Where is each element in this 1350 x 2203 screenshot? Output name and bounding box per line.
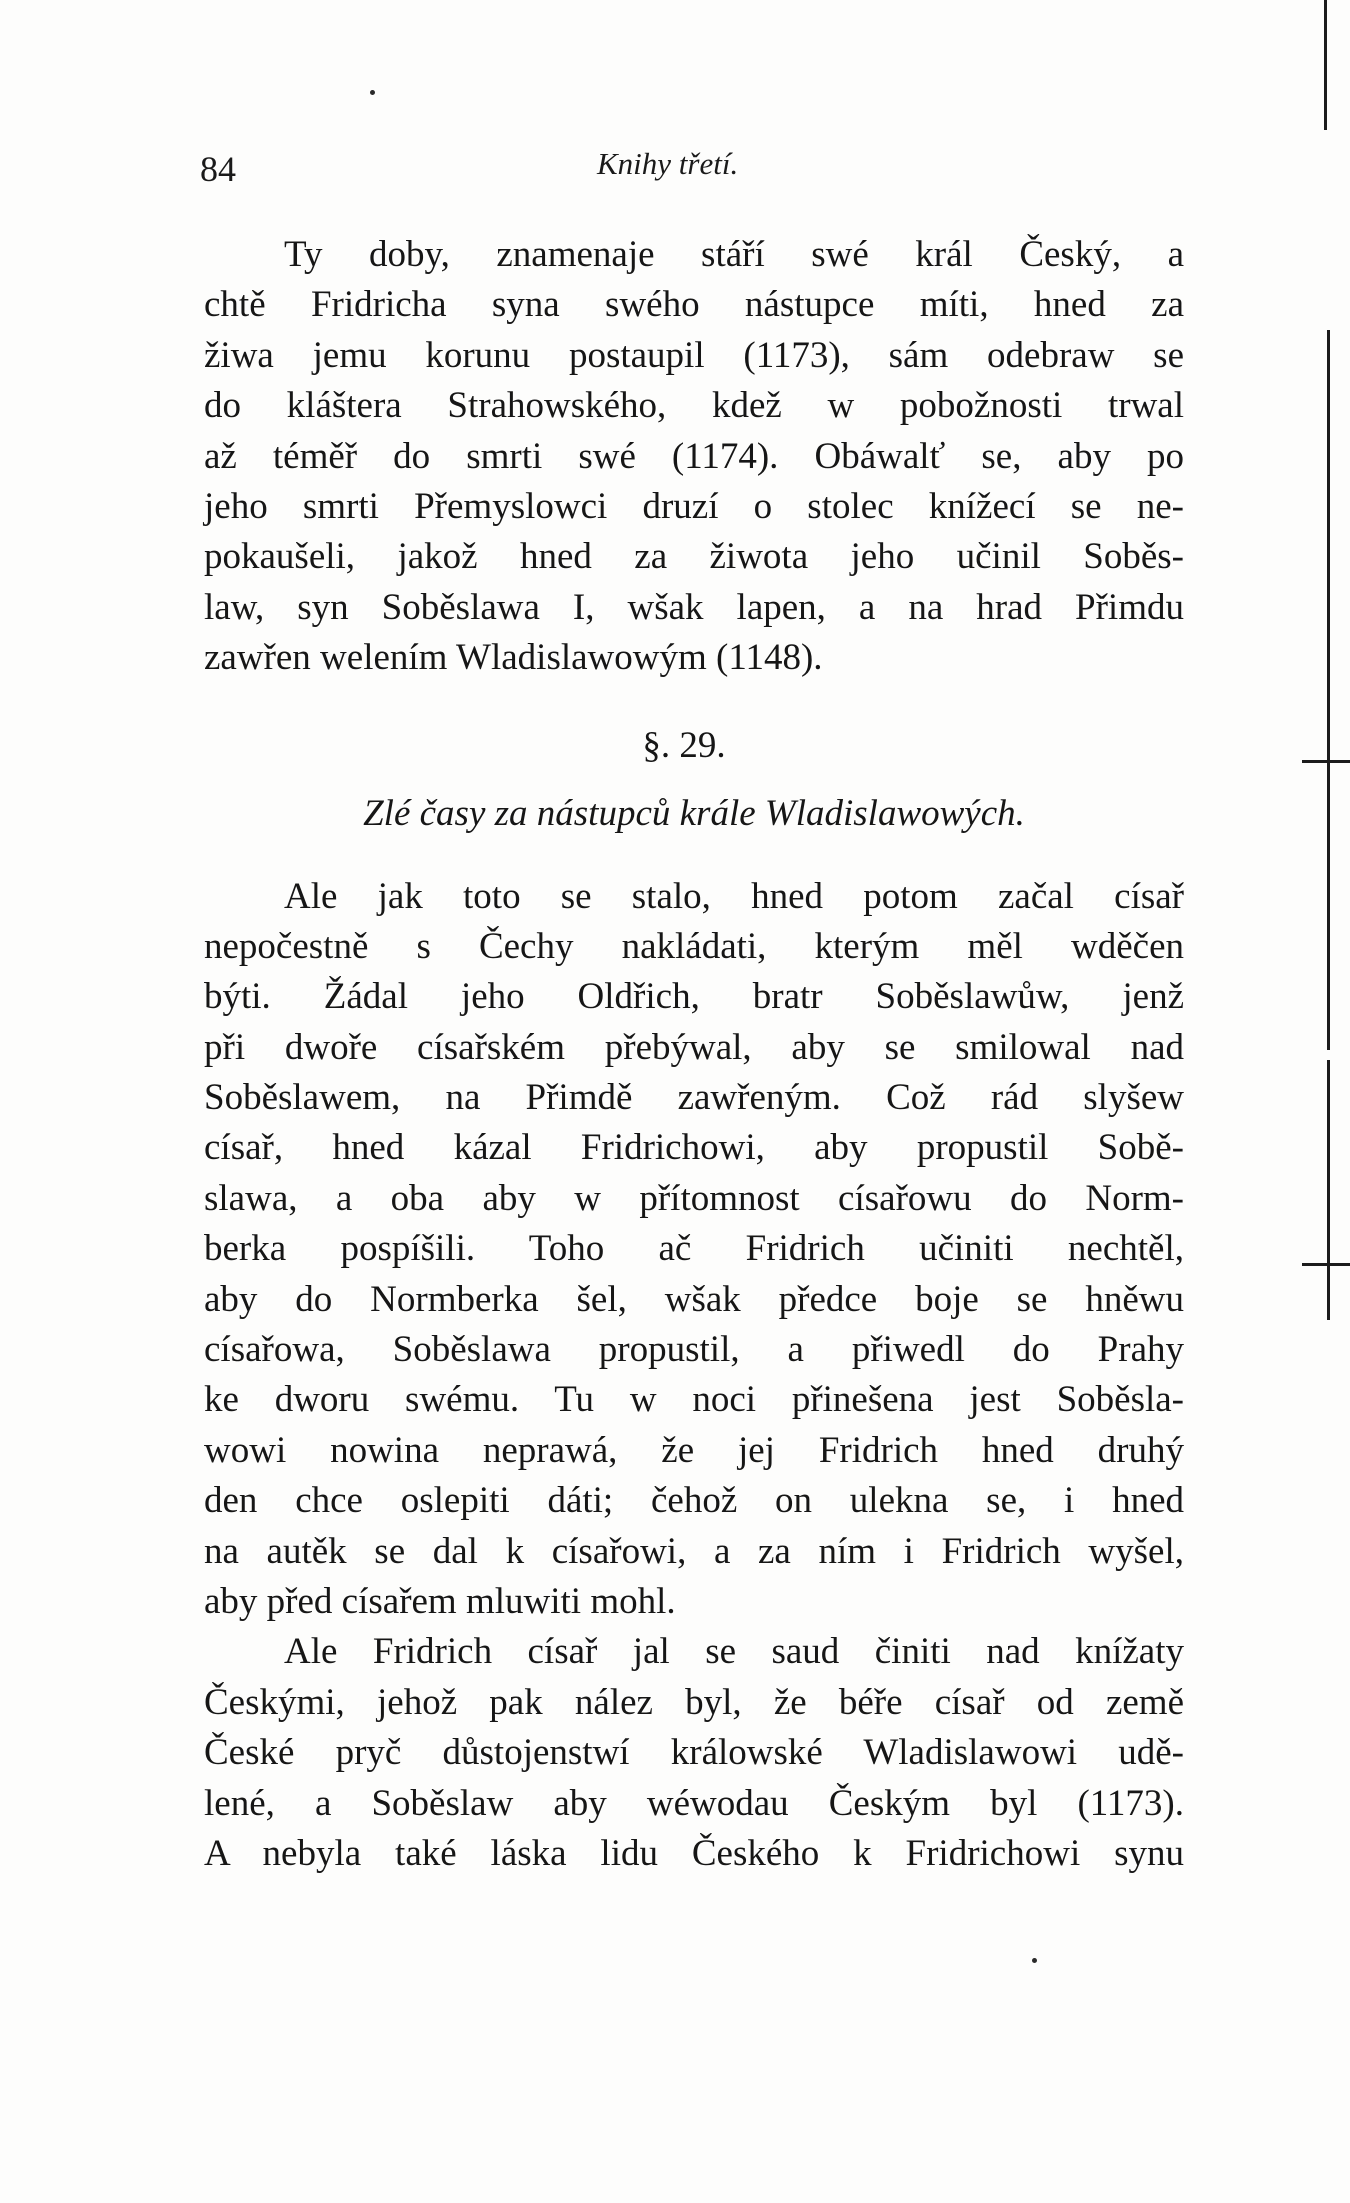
text-line: aby před císařem mluwiti mohl. bbox=[204, 1580, 676, 1622]
text-line: Českými, jehož pak nález byl, že béře císař od země bbox=[204, 1681, 1184, 1723]
text-line: chtě Fridricha syna swého nástupce míti, hned za bbox=[204, 284, 1184, 326]
text-line: aby do Normberka šel, wšak předce boje se hněwu bbox=[204, 1278, 1184, 1320]
text-line: Ale jak toto se stalo, hned potom začal císař bbox=[284, 875, 1184, 917]
text-line: České pryč důstojenstwí králowské Wladislawowi udě- bbox=[204, 1732, 1184, 1774]
text-line: Soběslawem, na Přimdě zawřeným. Což rád slyšew bbox=[204, 1077, 1184, 1119]
text-line: až téměř do smrti swé (1174). Obáwalť se, aby po bbox=[204, 435, 1184, 477]
text-line: Ty doby, znamenaje stáří swé král Český, a bbox=[284, 234, 1184, 275]
text-line: berka pospíšili. Toho ač Fridrich učiniti nechtěl, bbox=[204, 1228, 1184, 1270]
text-line: jeho smrti Přemyslowci druzí o stolec knížecí se ne- bbox=[204, 485, 1184, 527]
text-line: býti. Žádal jeho Oldřich, bratr Soběslawůw, jenž bbox=[204, 976, 1184, 1018]
text-line: při dwoře císařském přebýwal, aby se smilowal nad bbox=[204, 1026, 1184, 1068]
binding-edge-mark-upper bbox=[1302, 760, 1350, 763]
text-line: pokaušeli, jakož hned za žiwota jeho učinil Soběs- bbox=[204, 536, 1184, 578]
page-body bbox=[204, 230, 1184, 1879]
text-line: ke dworu swému. Tu w noci přinešena jest Soběsla- bbox=[204, 1379, 1184, 1421]
text-line: den chce oslepiti dáti; čehož on ulekna se, i hned bbox=[204, 1480, 1184, 1522]
binding-edge-line-lower bbox=[1327, 1060, 1330, 1320]
text-line: Ale Fridrich císař jal se saud činiti nad knížaty bbox=[284, 1631, 1184, 1673]
paragraph-1 bbox=[204, 230, 1184, 684]
section-number: §. 29. bbox=[642, 724, 726, 766]
ink-speck bbox=[1032, 1958, 1037, 1963]
text-line: law, syn Soběslawa I, wšak lapen, a na hrad Přimdu bbox=[204, 586, 1184, 628]
text-line: císařowa, Soběslawa propustil, a přiwedl do Prahy bbox=[204, 1329, 1184, 1371]
section-title: Zlé časy za nástupců krále Wladislawowých. bbox=[363, 792, 1025, 834]
text-line: lené, a Soběslaw aby wéwodau Českým byl (1173). bbox=[204, 1782, 1184, 1824]
page-header bbox=[200, 140, 1190, 200]
page-number: 84 bbox=[200, 149, 236, 189]
text-line: nepočestně s Čechy nakládati, kterým měl wděčen bbox=[204, 925, 1184, 967]
text-line: wowi nowina neprawá, že jej Fridrich hned druhý bbox=[204, 1429, 1184, 1471]
binding-edge-mark-lower bbox=[1302, 1263, 1350, 1266]
ink-speck bbox=[370, 90, 375, 95]
text-line: císař, hned kázal Fridrichowi, aby propustil Sobě- bbox=[204, 1127, 1184, 1169]
binding-edge-line-top bbox=[1324, 0, 1327, 130]
binding-edge-line-middle bbox=[1327, 330, 1330, 1050]
text-line: na autěk se dal k císařowi, a za ním i Fridrich wyšel, bbox=[204, 1530, 1184, 1572]
text-line: žiwa jemu korunu postaupil (1173), sám odebraw se bbox=[204, 334, 1184, 376]
text-line: slawa, a oba aby w přítomnost císařowu do Norm- bbox=[204, 1177, 1184, 1219]
running-title: Knihy třetí. bbox=[597, 146, 739, 181]
text-line: A nebyla také láska lidu Českého k Fridrichowi synu bbox=[204, 1832, 1184, 1874]
text-line: zawřen welením Wladislawowým (1148). bbox=[204, 637, 823, 679]
text-line: do kláštera Strahowského, kdež w pobožnosti trwal bbox=[204, 385, 1184, 427]
paragraph-2 bbox=[204, 872, 1184, 1628]
paragraph-3 bbox=[204, 1627, 1184, 1879]
